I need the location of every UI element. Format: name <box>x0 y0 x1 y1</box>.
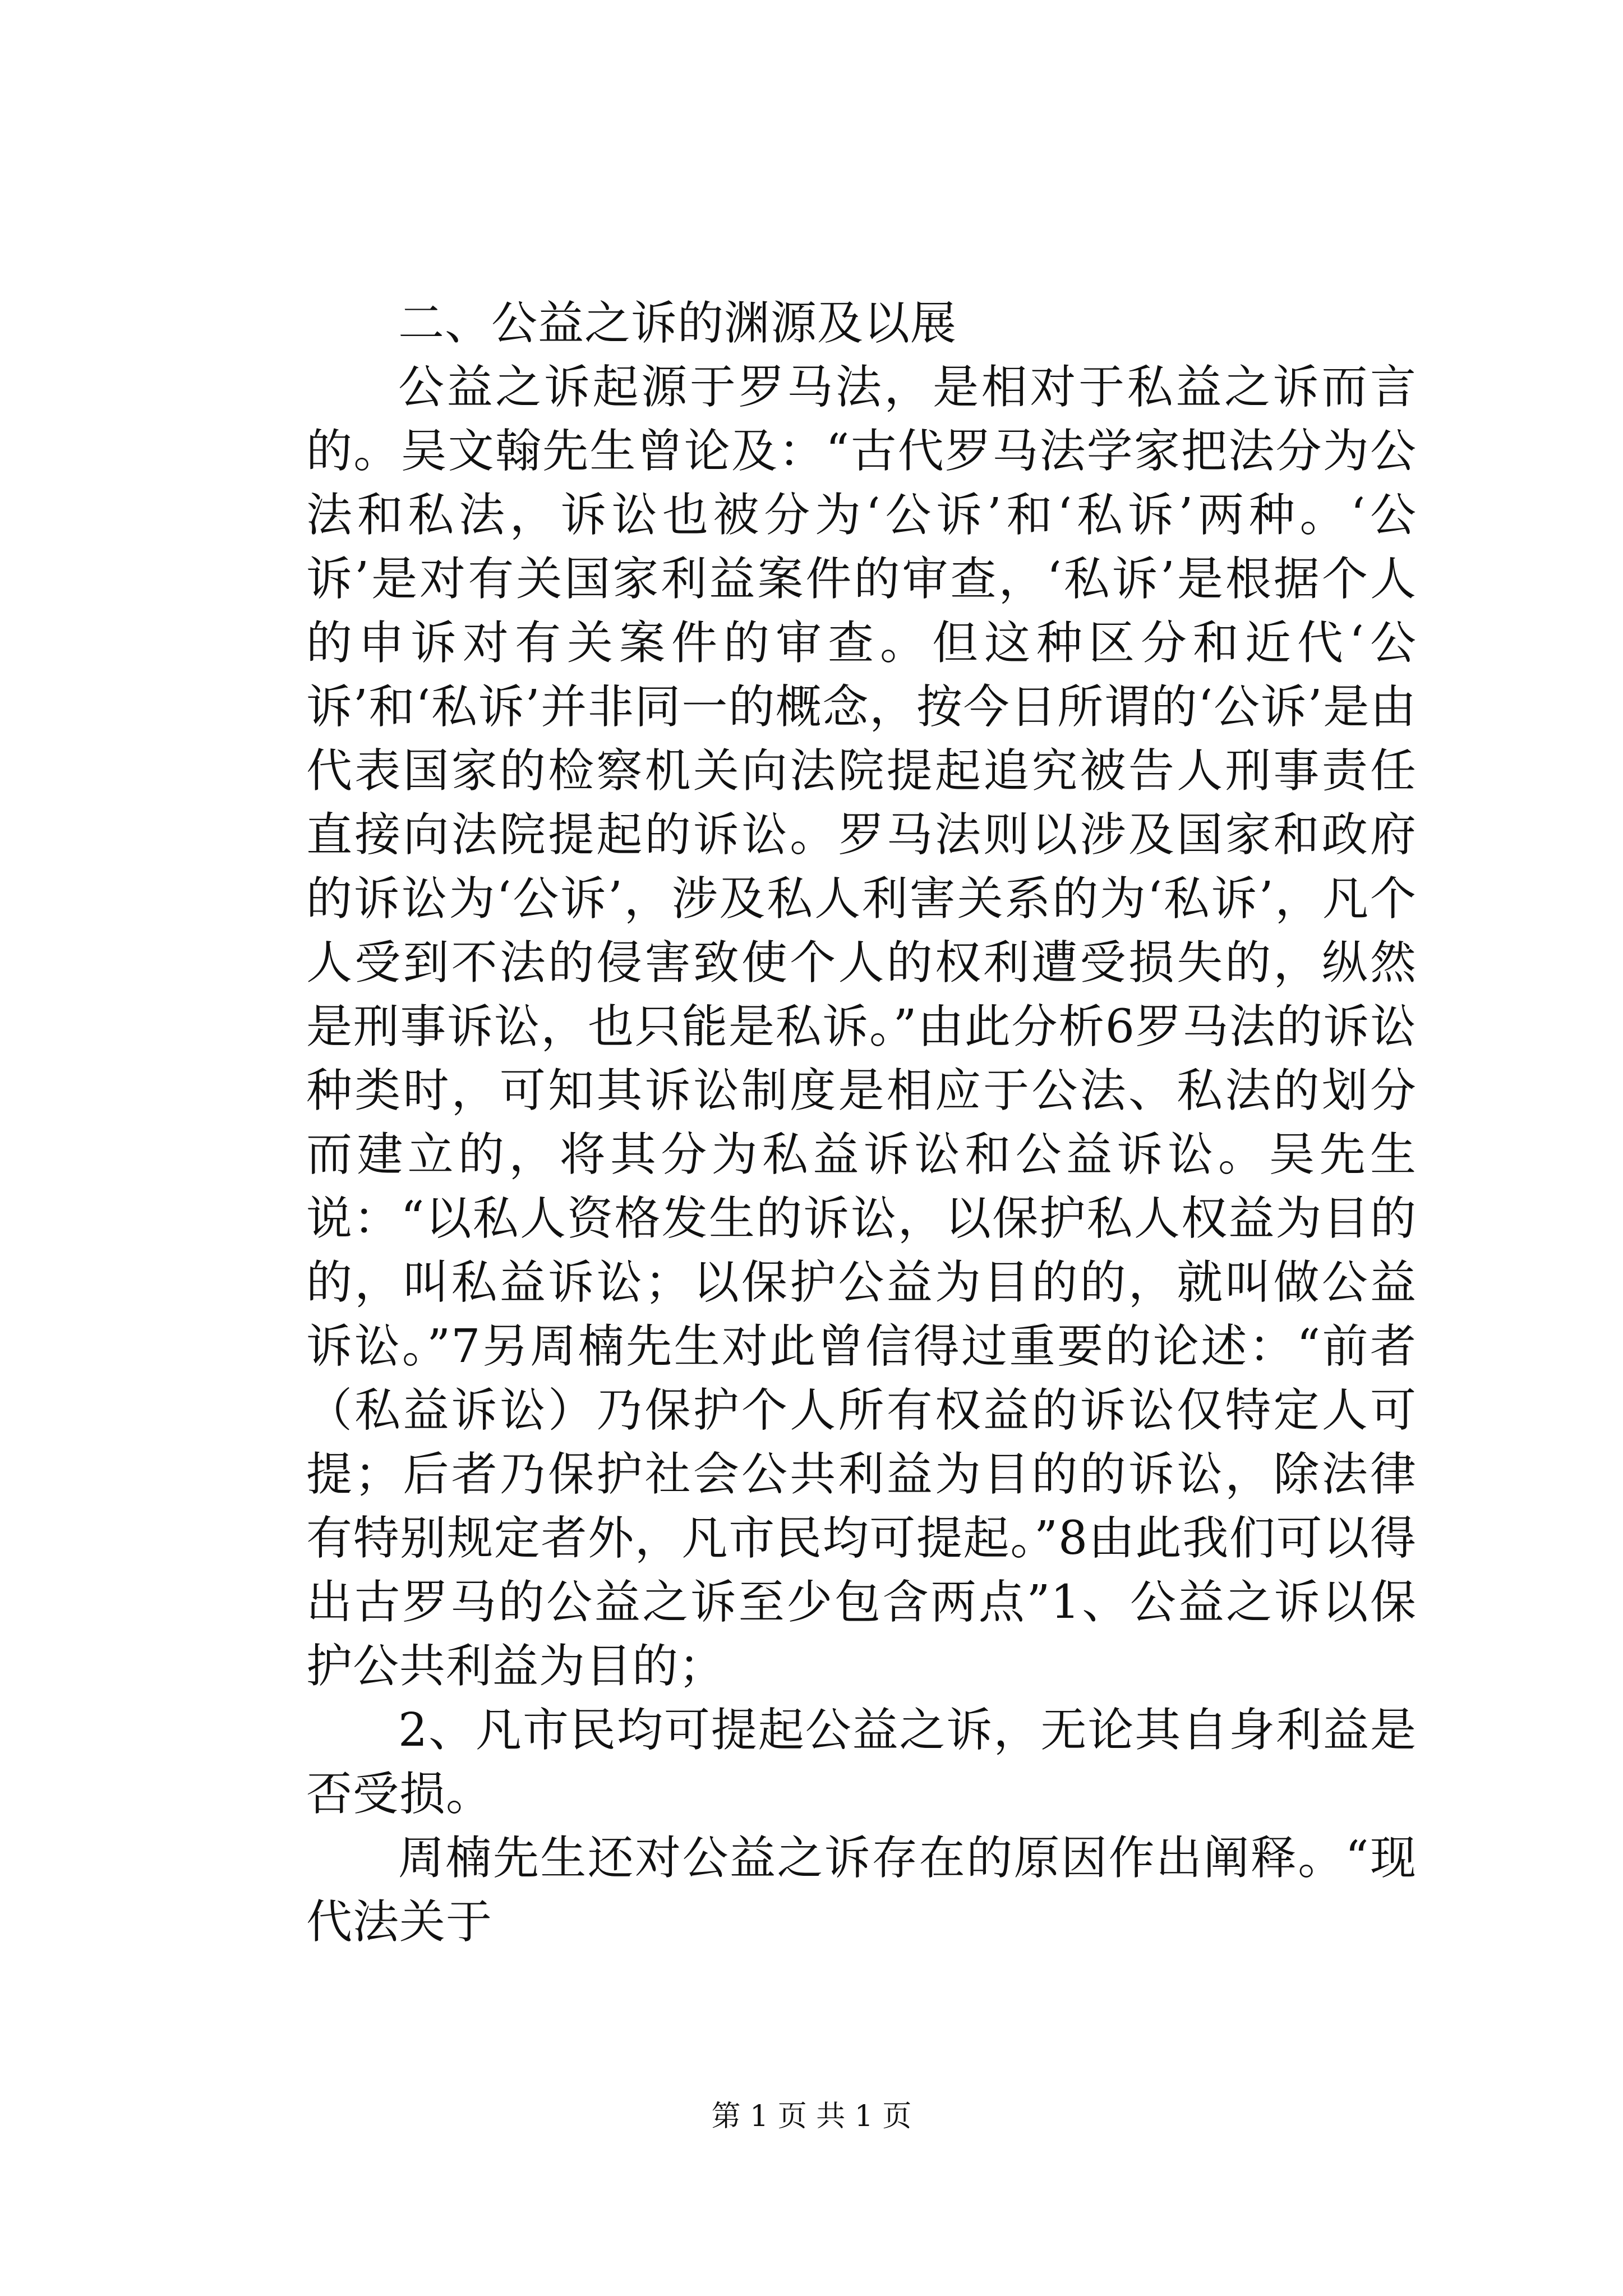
paragraph-origin: 公益之诉起源于罗马法，是相对于私益之诉而言的。吴文翰先生曾论及：“古代罗马法学家把法分为公法和私法，诉讼也被分为‘公诉’和‘私诉’两种。‘公诉’是对有关国家利益案件的审查，‘私诉’是根据个人的申诉对有关案件的审查。但这种区分和近代‘公诉’和‘私诉’并非同一的概念，按今日所谓的‘公诉’是由代表国家的检察机关向法院提起追究被告人刑事责任直接向法院提起的诉讼。罗马法则以涉及国家和政府的诉讼为‘公诉’，涉及私人利害关系的为‘私诉’，凡个人受到不法的侵害致使个人的权利遭受损失的，纵然是刑事诉讼，也只能是私诉。”由此分析6罗马法的诉讼种类时，可知其诉讼制度是相应于公法、私法的划分而建立的，将其分为私益诉讼和公益诉讼。吴先生说：“以私人资格发生的诉讼，以保护私人权益为目的的，叫私益诉讼；以保护公益为目的的，就叫做公益诉讼。”7另周楠先生对此曾信得过重要的论述：“前者（私益诉讼）乃保护个人所有权益的诉讼仅特定人可提；后者乃保护社会公共利益为目的的诉讼，除法律有特别规定者外，凡市民均可提起。”8由此我们可以得出古罗马的公益之诉至少包含两点”1、公益之诉以保护公共利益为目的； <box>306 361 1417 1693</box>
paragraph-cause: 周楠先生还对公益之诉存在的原因作出阐释。“现代法关于 <box>306 1832 1417 1949</box>
body-text <box>306 292 1417 1954</box>
page-footer: 第 1 页 共 1 页 <box>711 2100 912 2133</box>
section-heading: 二、公益之诉的渊源及以展 <box>398 297 957 350</box>
paragraph-point-two: 2、凡市民均可提起公益之诉，无论其自身利益是否受损。 <box>306 1704 1417 1821</box>
